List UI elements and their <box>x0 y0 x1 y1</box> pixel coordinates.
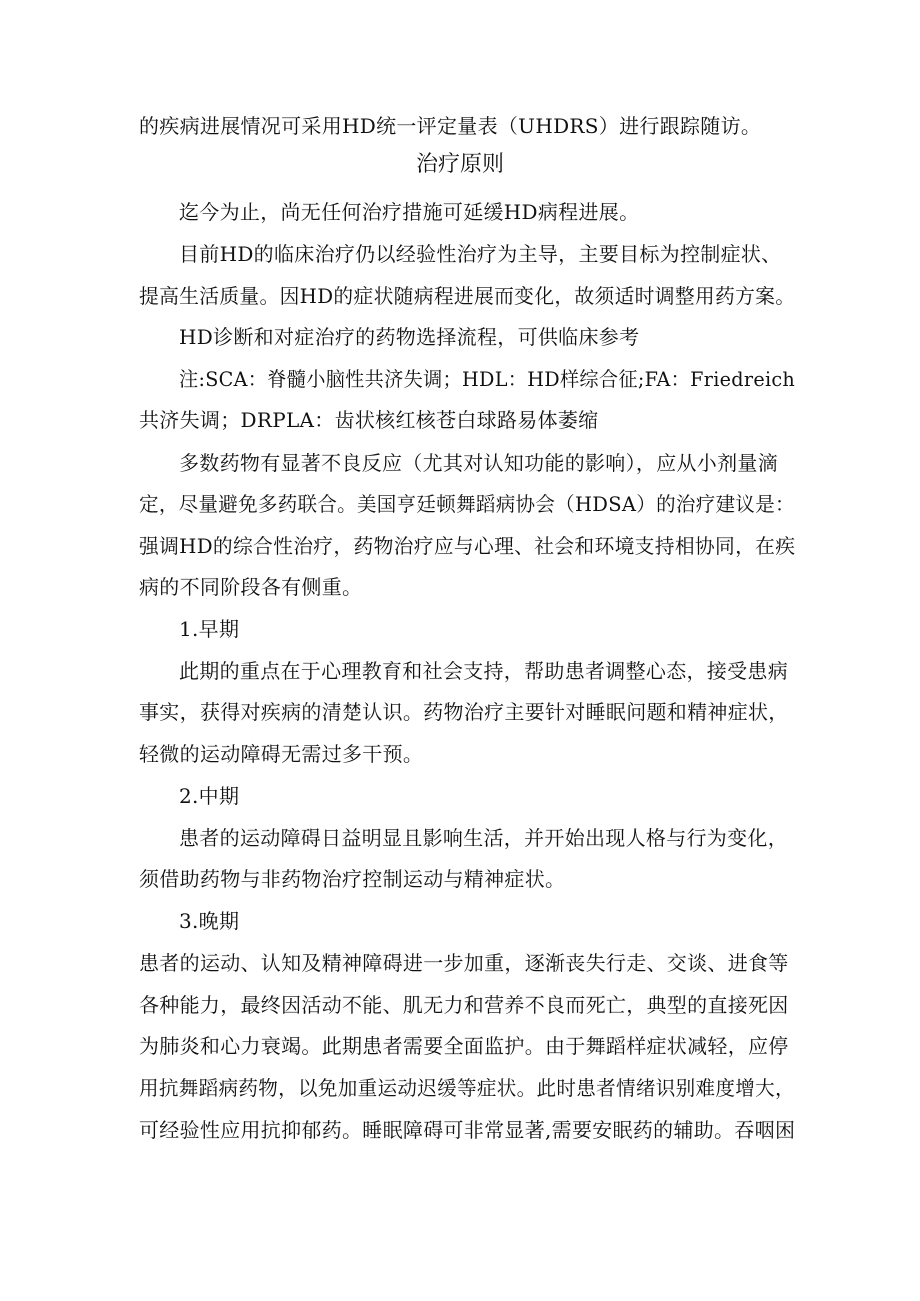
paragraph-line: 定，尽量避免多药联合。美国亨廷顿舞蹈病协会（HDSA）的治疗建议是： <box>139 492 795 516</box>
paragraph-line: HD诊断和对症治疗的药物选择流程，可供临床参考 <box>179 325 640 349</box>
paragraph-line: 注:SCA：脊髓小脑性共济失调；HDL：HD样综合征;FA：Friedreich <box>179 367 796 391</box>
paragraph-line: 轻微的运动障碍无需过多干预。 <box>139 742 424 766</box>
paragraph-line: 此期的重点在于心理教育和社会支持，帮助患者调整心态，接受患病 <box>179 659 788 683</box>
paragraph-line: 提高生活质量。因HD的症状随病程进展而变化，故须适时调整用药方案。 <box>139 284 796 308</box>
intro-line: 的疾病进展情况可采用HD统一评定量表（UHDRS）进行跟踪随访。 <box>139 114 762 138</box>
paragraph-line: 为肺炎和心力衰竭。此期患者需要全面监护。由于舞蹈样症状减轻，应停 <box>139 1034 789 1058</box>
section-title: 治疗原则 <box>415 152 504 177</box>
paragraph-line: 事实，获得对疾病的清楚认识。药物治疗主要针对睡眠问题和精神症状， <box>139 700 789 724</box>
paragraph-line: 患者的运动障碍日益明显且影响生活，并开始出现人格与行为变化， <box>179 826 788 850</box>
paragraph-line: 目前HD的临床治疗仍以经验性治疗为主导，主要目标为控制症状、 <box>179 242 782 266</box>
paragraph-line: 各种能力，最终因活动不能、肌无力和营养不良而死亡，典型的直接死因 <box>139 993 789 1017</box>
paragraph-line: 患者的运动、认知及精神障碍进一步加重，逐渐丧失行走、交谈、进食等 <box>139 951 789 975</box>
paragraph-line: 须借助药物与非药物治疗控制运动与精神症状。 <box>139 867 566 891</box>
subsection-heading-early: 1.早期 <box>179 617 240 641</box>
subsection-heading-late: 3.晚期 <box>179 909 240 933</box>
paragraph-line: 多数药物有显著不良反应（尤其对认知功能的影响），应从小剂量滴 <box>179 451 778 475</box>
paragraph-line: 用抗舞蹈病药物，以免加重运动迟缓等症状。此时患者情绪识别难度增大， <box>139 1076 795 1100</box>
paragraph-line: 迄今为止，尚无任何治疗措施可延缓HD病程进展。 <box>179 200 640 224</box>
paragraph-line: 可经验性应用抗抑郁药。睡眠障碍可非常显著,需要安眠药的辅助。吞咽困 <box>139 1118 796 1142</box>
subsection-heading-middle: 2.中期 <box>179 784 240 808</box>
paragraph-line: 病的不同阶段各有侧重。 <box>139 575 363 599</box>
paragraph-line: 共济失调；DRPLA：齿状核红核苍白球路易体萎缩 <box>139 408 599 432</box>
paragraph-line: 强调HD的综合性治疗，药物治疗应与心理、社会和环境支持相协同，在疾 <box>139 534 796 558</box>
